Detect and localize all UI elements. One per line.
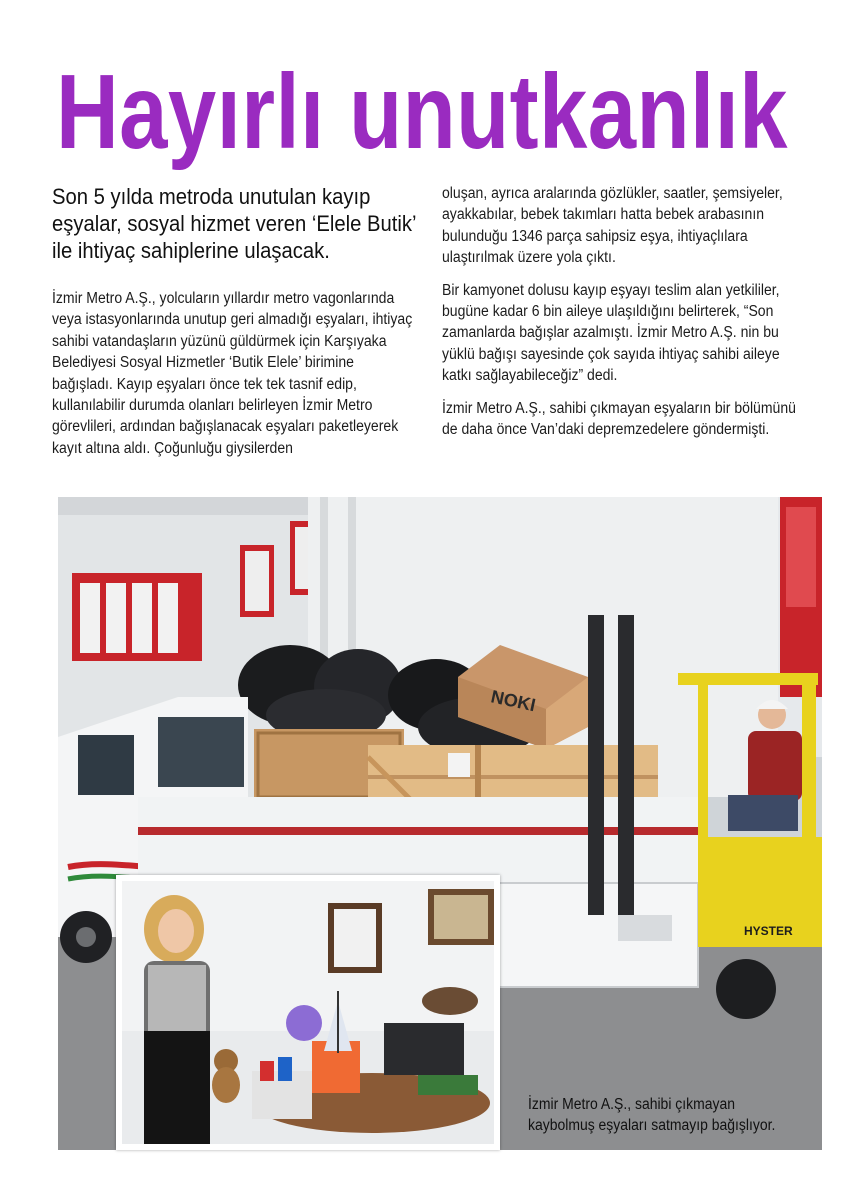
body-column-right (442, 183, 813, 451)
lead-paragraph: Son 5 yılda metroda unutulan kayıp eşyalar, sosyal hizmet veren ‘Elele Butik’ ile ihtiyaç sahiplerine ulaşacak. (52, 184, 416, 263)
forklift-brand-label: HYSTER (744, 924, 793, 938)
body-paragraph: İzmir Metro A.Ş., yolcuların yıllardır metro vagonlarında veya istasyonlarında unutup geri almadığı eşyaları, ihtiyaç sahibi vatandaşların yüzünü güldürmek için Karşıyaka Belediyesi Sosyal Hizmetler ‘Butik Elele’ birimine bağışladı. Kayıp eşyaları önce tek tek tasnif edip, kullanılabilir durumda olanları belirleyen İzmir Metro görevlileri, ardından bağışlanacak eşyaları paketleyerek kayıt altına aldı. Çoğunluğu giysilerden (52, 290, 413, 457)
box-label: NOKI (489, 686, 538, 716)
body-column-left (52, 288, 414, 470)
body-paragraph: İzmir Metro A.Ş., sahibi çıkmayan eşyaların bir bölümünü de daha önce Van’daki depremzedelere göndermişti. (442, 399, 796, 439)
body-paragraph: Bir kamyonet dolusu kayıp eşyayı teslim alan yetkililer, bugüne kadar 6 bin aileye ulaşıldığını belirterek, “Son zamanlarda bağışlar azalmıştı. İzmir Metro A.Ş. nin bu yüklü bağışı sayesinde çok sayıda ihtiyaç sahibi aileye katkı sağlayabileceğiz” dedi. (442, 281, 780, 385)
body-paragraph: oluşan, ayrıca aralarında gözlükler, saatler, şemsiyeler, ayakkabılar, bebek takımları hatta bebek arabasının bulunduğu 1346 parça sahipsiz eşya, ihtiyaçlılara ulaştırılmak üzere yola çıktı. (442, 185, 783, 267)
photo-caption: İzmir Metro A.Ş., sahibi çıkmayan kaybolmuş eşyaları satmayıp bağışlıyor. (528, 1096, 776, 1134)
headline: Hayırlı unutkanlık (56, 53, 788, 171)
inset-photo (116, 875, 500, 1150)
